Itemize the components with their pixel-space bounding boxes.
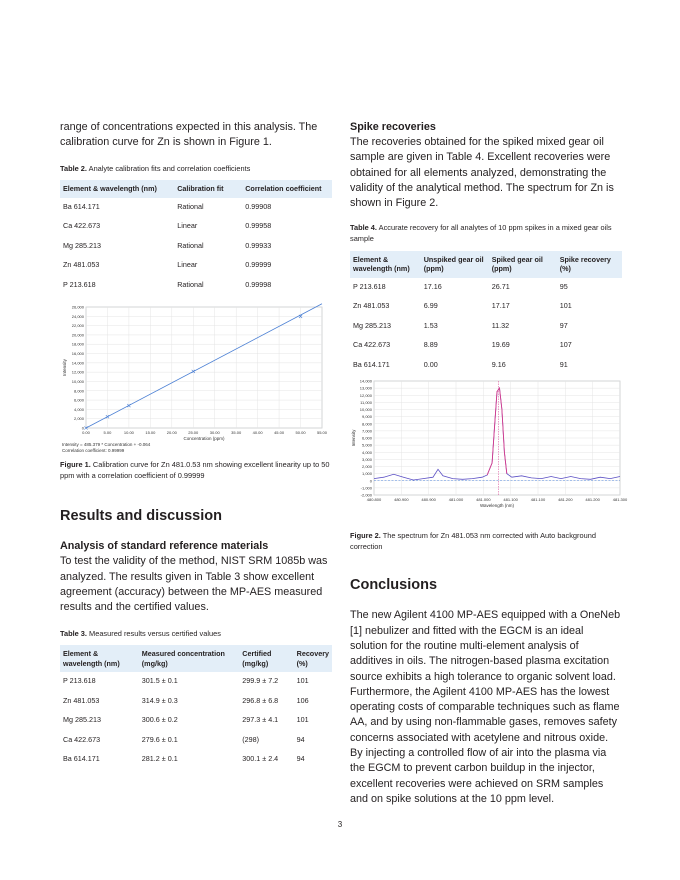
x-tick-label: 25.00 [188, 430, 199, 436]
y-tick-label: -2,000 [360, 492, 372, 498]
y-tick-label: 12,000 [71, 369, 84, 375]
results-heading: Results and discussion [60, 508, 222, 525]
x-tick-label: 481.100 [503, 497, 518, 503]
y-tick-label: 12,000 [359, 392, 372, 398]
x-tick-label: 55.00 [316, 430, 328, 436]
table-row: Ba 614.171 0.00 9.16 91 [353, 359, 568, 369]
table-row: Zn 481.053 6.99 17.17 101 [353, 301, 572, 311]
y-tick-label: 16,000 [71, 351, 84, 357]
y-tick-label: -1,000 [360, 485, 372, 491]
y-tick-label: 3,000 [361, 457, 372, 463]
table-row: Mg 285.213 300.6 ± 0.2 297.3 ± 4.1 101 [63, 715, 309, 725]
y-tick-label: 0 [81, 425, 84, 431]
y-tick-label: 10,000 [71, 379, 84, 385]
table-header: Element & wavelength (nm) [60, 645, 139, 672]
y-tick-label: 11,000 [360, 400, 372, 406]
x-tick-label: 480.900 [394, 497, 409, 503]
y-tick-label: 14,000 [71, 360, 84, 366]
table-header: Certified (mg/kg) [239, 645, 293, 672]
table-row: P 213.618 Rational 0.99998 [63, 279, 272, 289]
y-tick-label: 24,000 [71, 313, 84, 319]
y-tick-label: 6,000 [73, 397, 84, 403]
intro-paragraph: range of concentrations expected in this analysis. The calibration curve for Zn is shown in Figure 1. [60, 121, 318, 149]
y-tick-label: 13,000 [359, 385, 372, 391]
x-tick-label: 30.00 [209, 430, 220, 436]
y-tick-label: 7,000 [361, 428, 372, 434]
y-tick-label: 1,000 [361, 471, 372, 477]
x-tick-label: 481.300 [612, 497, 628, 503]
x-tick-label: 481.000 [476, 497, 491, 503]
x-tick-label: 481.200 [585, 497, 600, 503]
y-tick-label: 20,000 [71, 332, 84, 338]
y-tick-label: 4,000 [361, 449, 372, 455]
x-tick-label: 480.800 [366, 497, 382, 503]
y-tick-label: 6,000 [361, 435, 372, 441]
spike-recovery-table [350, 251, 622, 376]
table-row: P 213.618 17.16 26.71 95 [353, 281, 568, 291]
x-tick-label: 480.900 [421, 497, 436, 503]
fit-equation: Intensity = 485.379 * Concentration + -0.064 [62, 442, 151, 448]
x-axis-label: Wavelength (nm) [479, 503, 515, 509]
right-column [350, 120, 628, 807]
x-tick-label: 0.00 [82, 430, 90, 436]
table-row: Ba 614.171 Rational 0.99908 [63, 201, 272, 211]
y-tick-label: 2,000 [73, 416, 84, 422]
table-row: Ca 422.673 279.6 ± 0.1 (298) 94 [63, 734, 305, 744]
y-tick-label: 10,000 [359, 407, 372, 413]
correlation-label: Correlation coefficient: 0.99999 [62, 448, 125, 454]
x-tick-label: 481.200 [558, 497, 573, 503]
calibration-table [60, 180, 332, 295]
table-row: Ca 422.673 8.89 19.69 107 [353, 340, 572, 350]
table-header: Correlation coefficient [242, 180, 332, 198]
table4-caption: Table 4. Accurate recovery for all analytes of 10 ppm spikes in a mixed gear oils sample [350, 223, 612, 244]
table-header: Recovery (%) [294, 645, 332, 672]
zn-spectrum-chart [350, 377, 628, 517]
y-axis-label: Intensity [351, 429, 356, 447]
table-row: Zn 481.053 Linear 0.99999 [63, 260, 272, 270]
table-row: Mg 285.213 Rational 0.99933 [63, 240, 272, 250]
spike-paragraph: The recoveries obtained for the spiked mixed gear oil sample are given in Table 4. Excellent recoveries were obtained for all elements analyzed, demonstrating the validity of the analytical method. The spectrum for Zn is shown in Figure 2. [350, 136, 614, 210]
table2-caption: Table 2. Analyte calibration fits and correlation coefficients [60, 163, 251, 173]
x-tick-label: 35.00 [231, 430, 242, 436]
x-tick-label: 20.00 [166, 430, 177, 436]
x-tick-label: 481.000 [448, 497, 464, 503]
table-header: Measured concentration (mg/kg) [139, 645, 239, 672]
table-header: Calibration fit [174, 180, 242, 198]
conclusions-heading: Conclusions [350, 577, 438, 594]
y-tick-label: 4,000 [73, 407, 84, 413]
x-tick-label: 45.00 [274, 430, 285, 436]
table-header: Element & wavelength (nm) [350, 251, 421, 278]
page-number: 3 [337, 820, 343, 829]
conclusions-paragraph: The new Agilent 4100 MP-AES equipped with a OneNeb [1] nebulizer and fitted with the EGCM is an ideal solution for the routine multi-element analysis of additives in oils. The nitrogen-based plasma excitation source exhibits a high tolerance to organic solvent load. Furthermore, the Agilent 4100 MP-AES has the lowest operating costs of comparable techniques such as flame AA, and by using non-flammable gases, removes safety concerns associated with acetylene and nitrous oxide. By injecting a controlled flow of air into the plasma via the EGCM to prevent carbon buildup in the injector, excellent recoveries were achieved on SRM samples and on spike solutions at the 10 ppm level. [350, 609, 621, 805]
table-header: Unspiked gear oil (ppm) [421, 251, 489, 278]
calibration-curve-chart [60, 301, 332, 456]
x-tick-label: 5.00 [103, 430, 112, 436]
x-tick-label: 50.00 [295, 430, 306, 436]
table-row: Ca 422.673 Linear 0.99958 [63, 221, 272, 231]
table-header: Element & wavelength (nm) [60, 180, 174, 198]
table-row: Zn 481.053 314.9 ± 0.3 296.8 ± 6.8 106 [63, 695, 309, 705]
y-tick-label: 0 [369, 478, 372, 484]
plot-area [86, 307, 322, 428]
table-row: Ba 614.171 281.2 ± 0.1 300.1 ± 2.4 94 [63, 754, 305, 764]
table-header: Spiked gear oil (ppm) [489, 251, 557, 278]
y-tick-label: 18,000 [71, 341, 84, 347]
table-row: P 213.618 301.5 ± 0.1 299.9 ± 7.2 101 [63, 676, 309, 686]
y-axis-label: Intensity [62, 359, 67, 377]
y-tick-label: 14,000 [359, 378, 372, 384]
y-tick-label: 2,000 [361, 464, 372, 470]
x-axis-label: Concentration (ppm) [183, 436, 225, 442]
y-tick-label: 26,000 [71, 304, 84, 310]
srm-subheading: Analysis of standard reference materials [60, 540, 269, 553]
table3-caption: Table 3. Measured results versus certified values [60, 628, 221, 638]
y-tick-label: 5,000 [361, 442, 372, 448]
y-tick-label: 9,000 [361, 414, 372, 420]
srm-paragraph: To test the validity of the method, NIST SRM 1085b was analyzed. The results given in Table 3 show excellent agreement (accuracy) between the MP-AES measured results and the certified values. [60, 555, 328, 614]
y-tick-label: 8,000 [361, 421, 372, 427]
spike-heading: Spike recoveries [350, 121, 436, 133]
x-tick-label: 10.00 [123, 430, 134, 436]
srm-results-table [60, 645, 332, 770]
x-tick-label: 40.00 [252, 430, 263, 436]
figure1-caption: Figure 1. Calibration curve for Zn 481.0.53 nm showing excellent linearity up to 50 ppm with a correlation coefficient of 0.99999 [60, 460, 330, 480]
x-tick-label: 481.100 [530, 497, 546, 503]
table-header: Spike recovery (%) [557, 251, 622, 278]
left-column [60, 120, 332, 770]
y-tick-label: 8,000 [73, 388, 84, 394]
x-tick-label: 15.00 [145, 430, 156, 436]
table-row: Mg 285.213 1.53 11.32 97 [353, 320, 568, 330]
y-tick-label: 22,000 [71, 323, 84, 329]
figure2-caption: Figure 2. The spectrum for Zn 481.053 nm corrected with Auto background correction [350, 531, 596, 551]
